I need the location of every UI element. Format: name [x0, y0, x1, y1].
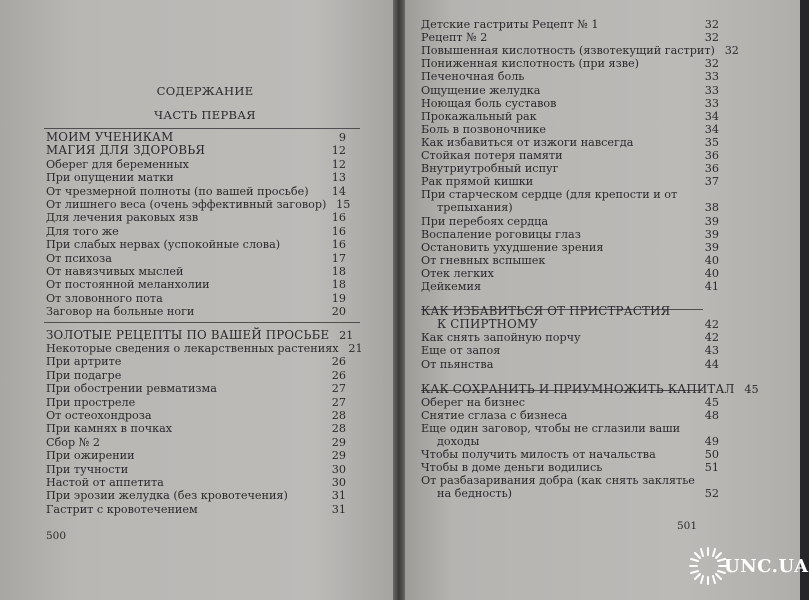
watermark-text: UNC.UA — [724, 556, 809, 577]
toc-entry — [46, 171, 346, 184]
toc-entry-title: От разбазаривания добра (как снять заклятье — [421, 474, 695, 488]
toc-entry — [421, 280, 719, 293]
toc-entry — [421, 110, 719, 123]
toc-entry-page: 16 — [331, 238, 346, 252]
section-rule — [44, 128, 360, 129]
toc-entry-title: При перебоях сердца — [421, 214, 548, 228]
toc-entry-page: 33 — [704, 70, 719, 84]
toc-entry-page: 43 — [704, 344, 719, 358]
toc-entry — [46, 436, 346, 449]
toc-entry-title: Рак прямой кишки — [421, 175, 534, 189]
toc-entry-title: Чтобы в доме деньги водились — [421, 461, 603, 475]
toc-entry — [421, 136, 719, 149]
toc-entry-page: 34 — [704, 122, 719, 136]
toc-entry — [46, 503, 346, 516]
toc-entry-title: Ощущение желудка — [421, 83, 541, 97]
toc-entry-title: Внутриутробный испуг — [421, 162, 559, 176]
toc-entry — [46, 198, 351, 211]
toc-entry-page: 42 — [704, 318, 719, 332]
toc-entry-page: 33 — [704, 83, 719, 97]
toc-entry-title: Сбор № 2 — [46, 435, 101, 449]
toc-entry-page: 42 — [704, 331, 719, 345]
toc-section-heading — [46, 144, 346, 157]
toc-entry-title: От чрезмерной полноты (по вашей просьбе) — [46, 184, 309, 198]
toc-entry-page: 45 — [704, 395, 719, 409]
toc-entry-title: К СПИРТНОМУ — [437, 317, 539, 332]
toc-entry-page: 13 — [331, 171, 346, 185]
toc-entry-title: Еще от запоя — [421, 344, 501, 358]
toc-entry-page: 32 — [704, 31, 719, 45]
toc-entry-title: Гастрит с кровотечением — [46, 502, 198, 516]
toc-entry — [46, 409, 346, 422]
page-number: 500 — [46, 530, 67, 542]
toc-entry-page: 39 — [704, 214, 719, 228]
toc-entry-page: 31 — [331, 489, 346, 503]
toc-entry-title: Как снять запойную порчу — [421, 331, 581, 345]
toc-entry-title: Для того же — [46, 224, 119, 238]
toc-entry-title: Чтобы получить милость от начальства — [421, 448, 656, 462]
toc-entry-page: 12 — [331, 157, 346, 171]
toc-entry-page: 38 — [704, 201, 719, 215]
toc-entry-title: От гневных вспышек — [421, 253, 546, 267]
toc-entry-page: 27 — [331, 395, 346, 409]
toc-entry-title: Стойкая потеря памяти — [421, 149, 563, 162]
toc-entry — [46, 382, 346, 395]
toc-entry — [46, 305, 346, 318]
toc-entry-title: МАГИЯ ДЛЯ ЗДОРОВЬЯ — [46, 143, 206, 158]
toc-entry-page: 32 — [704, 18, 719, 31]
toc-entry-page: 18 — [331, 278, 346, 292]
toc-entry — [46, 292, 346, 305]
toc-entry-page: 26 — [331, 368, 346, 382]
toc-entry-page: 32 — [724, 44, 739, 58]
toc-entry-title: Настой от аппетита — [46, 476, 164, 489]
toc-entry-title: При ожирении — [46, 449, 135, 463]
toc-entry-title: Боль в позвоночнике — [421, 122, 547, 136]
toc-entry — [421, 31, 719, 44]
toc-entry — [421, 422, 719, 435]
toc-entry-title: Повышенная кислотность (язвотекущий гастрит) — [421, 44, 715, 58]
toc-entry-title: При артрите — [46, 355, 122, 369]
toc-entry — [421, 474, 719, 487]
toc-entry-page: 9 — [338, 131, 346, 144]
page-number: 501 — [677, 520, 698, 532]
toc-entry — [46, 342, 363, 355]
toc-entry-title: Печеночная боль — [421, 70, 525, 84]
toc-entry — [46, 265, 346, 278]
toc-entry-title: на бедность) — [437, 487, 513, 501]
toc-entry-title: Ноющая боль суставов — [421, 96, 557, 110]
toc-entry-page: 52 — [704, 487, 719, 501]
toc-entry-title: Как избавиться от изжоги навсегда — [421, 135, 634, 149]
toc-entry-page: 21 — [339, 328, 354, 342]
watermark-logo — [686, 544, 809, 594]
toc-entry-title: При слабых нервах (успокойные слова) — [46, 238, 281, 252]
toc-entry — [421, 84, 719, 97]
toc-entry — [46, 463, 346, 476]
toc-entry — [421, 162, 719, 175]
toc-entry — [437, 435, 719, 448]
toc-entry — [46, 489, 346, 502]
toc-entry-page: 37 — [704, 175, 719, 189]
toc-entry-title: КАК СОХРАНИТЬ И ПРИУМНОЖИТЬ КАПИТАЛ — [421, 381, 735, 396]
toc-entry-title: От пьянства — [421, 357, 494, 371]
book-gutter — [393, 0, 405, 600]
toc-entry-title: От постоянной меланхолии — [46, 278, 210, 292]
toc-entry-page: 36 — [704, 162, 719, 176]
toc-entry-title: Еще один заговор, чтобы не сглазили ваши — [421, 421, 681, 435]
toc-entry-page: 33 — [704, 96, 719, 110]
toc-entry — [437, 201, 719, 214]
toc-entry-page: 20 — [331, 305, 346, 319]
toc-entry-title: При подагре — [46, 368, 122, 382]
toc-entry-title: При обострении ревматизма — [46, 382, 217, 396]
toc-entry-title: ЗОЛОТЫЕ РЕЦЕПТЫ ПО ВАШЕЙ ПРОСЬБЕ — [46, 327, 330, 342]
toc-entry-title: Оберег на бизнес — [421, 395, 526, 409]
toc-entry — [421, 228, 719, 241]
toc-entry-page: 30 — [331, 462, 346, 476]
toc-entry-page: 18 — [331, 265, 346, 278]
toc-entry-title: Воспаление роговицы глаз — [421, 227, 581, 241]
toc-entry — [46, 369, 346, 382]
toc-entry-title: КАК ИЗБАВИТЬСЯ ОТ ПРИСТРАСТИЯ — [421, 304, 671, 319]
toc-entry-title: Заговор на больные ноги — [46, 305, 195, 319]
toc-entry-page: 26 — [331, 355, 346, 369]
toc-entry-title: От лишнего веса (очень эффективный заговор) — [46, 198, 327, 211]
toc-entry-title: Детские гастриты Рецепт № 1 — [421, 18, 599, 31]
toc-entry-page: 15 — [336, 198, 351, 211]
toc-entry — [46, 252, 346, 265]
toc-entry-page: 48 — [704, 408, 719, 422]
toc-entry-page: 21 — [348, 342, 363, 355]
toc-entry — [421, 188, 719, 201]
toc-entry — [421, 18, 719, 31]
toc-entry — [421, 70, 719, 83]
toc-entry-page: 45 — [744, 382, 759, 396]
toc-entry — [421, 344, 719, 357]
toc-entry-title: Некоторые сведения о лекарственных растениях — [46, 342, 339, 355]
toc-entry — [46, 422, 346, 435]
toc-entry — [421, 97, 719, 110]
toc-entry — [421, 358, 719, 371]
toc-entry — [421, 241, 719, 254]
toc-entry-page: 28 — [331, 422, 346, 436]
toc-entry-page: 16 — [331, 224, 346, 238]
right-page — [405, 0, 800, 600]
toc-entry-page: 28 — [331, 409, 346, 422]
toc-section-heading — [437, 318, 719, 331]
toc-entry-page: 51 — [704, 461, 719, 475]
toc-section-heading — [46, 131, 346, 144]
left-page — [0, 0, 393, 600]
toc-entry — [421, 396, 719, 409]
toc-entry-title: Рецепт № 2 — [421, 31, 488, 45]
toc-entry-page: 49 — [704, 435, 719, 448]
toc-entry-page: 16 — [331, 211, 346, 225]
toc-entry-title: Оберег для беременных — [46, 157, 189, 171]
toc-entry-page: 41 — [704, 280, 719, 293]
toc-entry — [46, 185, 346, 198]
toc-entry-page: 50 — [704, 448, 719, 462]
toc-entry-title: Дейкемия — [421, 280, 482, 293]
toc-entry-title: трепыхания) — [437, 201, 513, 215]
toc-entry-page: 17 — [331, 251, 346, 265]
toc-entry — [421, 331, 719, 344]
toc-entry-page: 36 — [704, 149, 719, 162]
toc-entry — [421, 448, 719, 461]
toc-section-heading — [421, 381, 759, 396]
toc-entry-page: 19 — [331, 291, 346, 305]
toc-entry-title: При тучности — [46, 462, 129, 476]
toc-entry-title: От психоза — [46, 251, 112, 265]
toc-entry — [46, 238, 346, 251]
toc-entry-page: 40 — [704, 253, 719, 267]
toc-entry-title: Пониженная кислотность (при язве) — [421, 57, 639, 71]
toc-entry — [46, 158, 346, 171]
toc-entry — [46, 211, 346, 224]
toc-entry-title: Отек легких — [421, 266, 494, 280]
toc-entry-title: Для лечения раковых язв — [46, 211, 199, 225]
toc-entry — [46, 476, 346, 489]
toc-entry-page: 29 — [331, 449, 346, 463]
toc-entry — [421, 44, 739, 58]
toc-entry-page: 32 — [704, 57, 719, 71]
toc-entry — [421, 215, 719, 228]
section-rule — [44, 322, 360, 323]
toc-entry-page: 30 — [331, 476, 346, 489]
toc-entry — [421, 254, 719, 267]
toc-entry — [421, 267, 719, 280]
toc-entry-title: При прострелe — [46, 395, 136, 409]
toc-entry-page: 35 — [704, 135, 719, 149]
toc-entry-title: При старческом сердце (для крепости и от — [421, 188, 678, 202]
toc-entry — [421, 175, 719, 188]
toc-entry — [437, 487, 719, 500]
part-heading: ЧАСТЬ ПЕРВАЯ — [154, 108, 256, 122]
toc-entry — [421, 123, 719, 136]
toc-entry — [46, 355, 346, 368]
toc-entry-page: 39 — [704, 240, 719, 254]
toc-entry-title: доходы — [437, 435, 480, 448]
toc-entry — [421, 461, 719, 474]
toc-entry-title: От навязчивых мыслей — [46, 265, 184, 278]
toc-entry — [46, 225, 346, 238]
toc-section-heading — [421, 305, 719, 318]
toc-entry-title: От зловонного пота — [46, 291, 163, 305]
toc-entry — [46, 278, 346, 291]
toc-entry — [46, 449, 346, 462]
toc-section-heading — [46, 327, 354, 342]
toc-entry-title: При эрозии желудка (без кровотечения) — [46, 489, 288, 503]
toc-entry-page: 14 — [331, 184, 346, 198]
toc-entry-title: Остановить ухудшение зрения — [421, 240, 604, 254]
toc-entry-title: Прокажальный рак — [421, 109, 537, 123]
toc-entry-title: МОИМ УЧЕНИКАМ — [46, 130, 174, 144]
toc-entry-title: Снятие сглаза с бизнеса — [421, 408, 568, 422]
toc-entry-page: 44 — [704, 357, 719, 371]
toc-entry-page: 39 — [704, 227, 719, 241]
toc-entry — [46, 396, 346, 409]
toc-entry-page: 12 — [331, 144, 346, 158]
toc-entry-title: От остеохондроза — [46, 409, 152, 422]
toc-entry-page: 40 — [704, 266, 719, 280]
toc-entry-page: 34 — [704, 109, 719, 123]
toc-entry-title: При камнях в почках — [46, 422, 173, 436]
toc-entry — [421, 409, 719, 422]
toc-entry — [421, 149, 719, 162]
toc-entry-page: 29 — [331, 435, 346, 449]
toc-entry-title: При опущении матки — [46, 171, 174, 185]
toc-entry-page: 27 — [331, 382, 346, 396]
toc-title: СОДЕРЖАНИЕ — [156, 84, 254, 98]
toc-entry — [421, 57, 719, 70]
toc-entry-page: 31 — [331, 502, 346, 516]
